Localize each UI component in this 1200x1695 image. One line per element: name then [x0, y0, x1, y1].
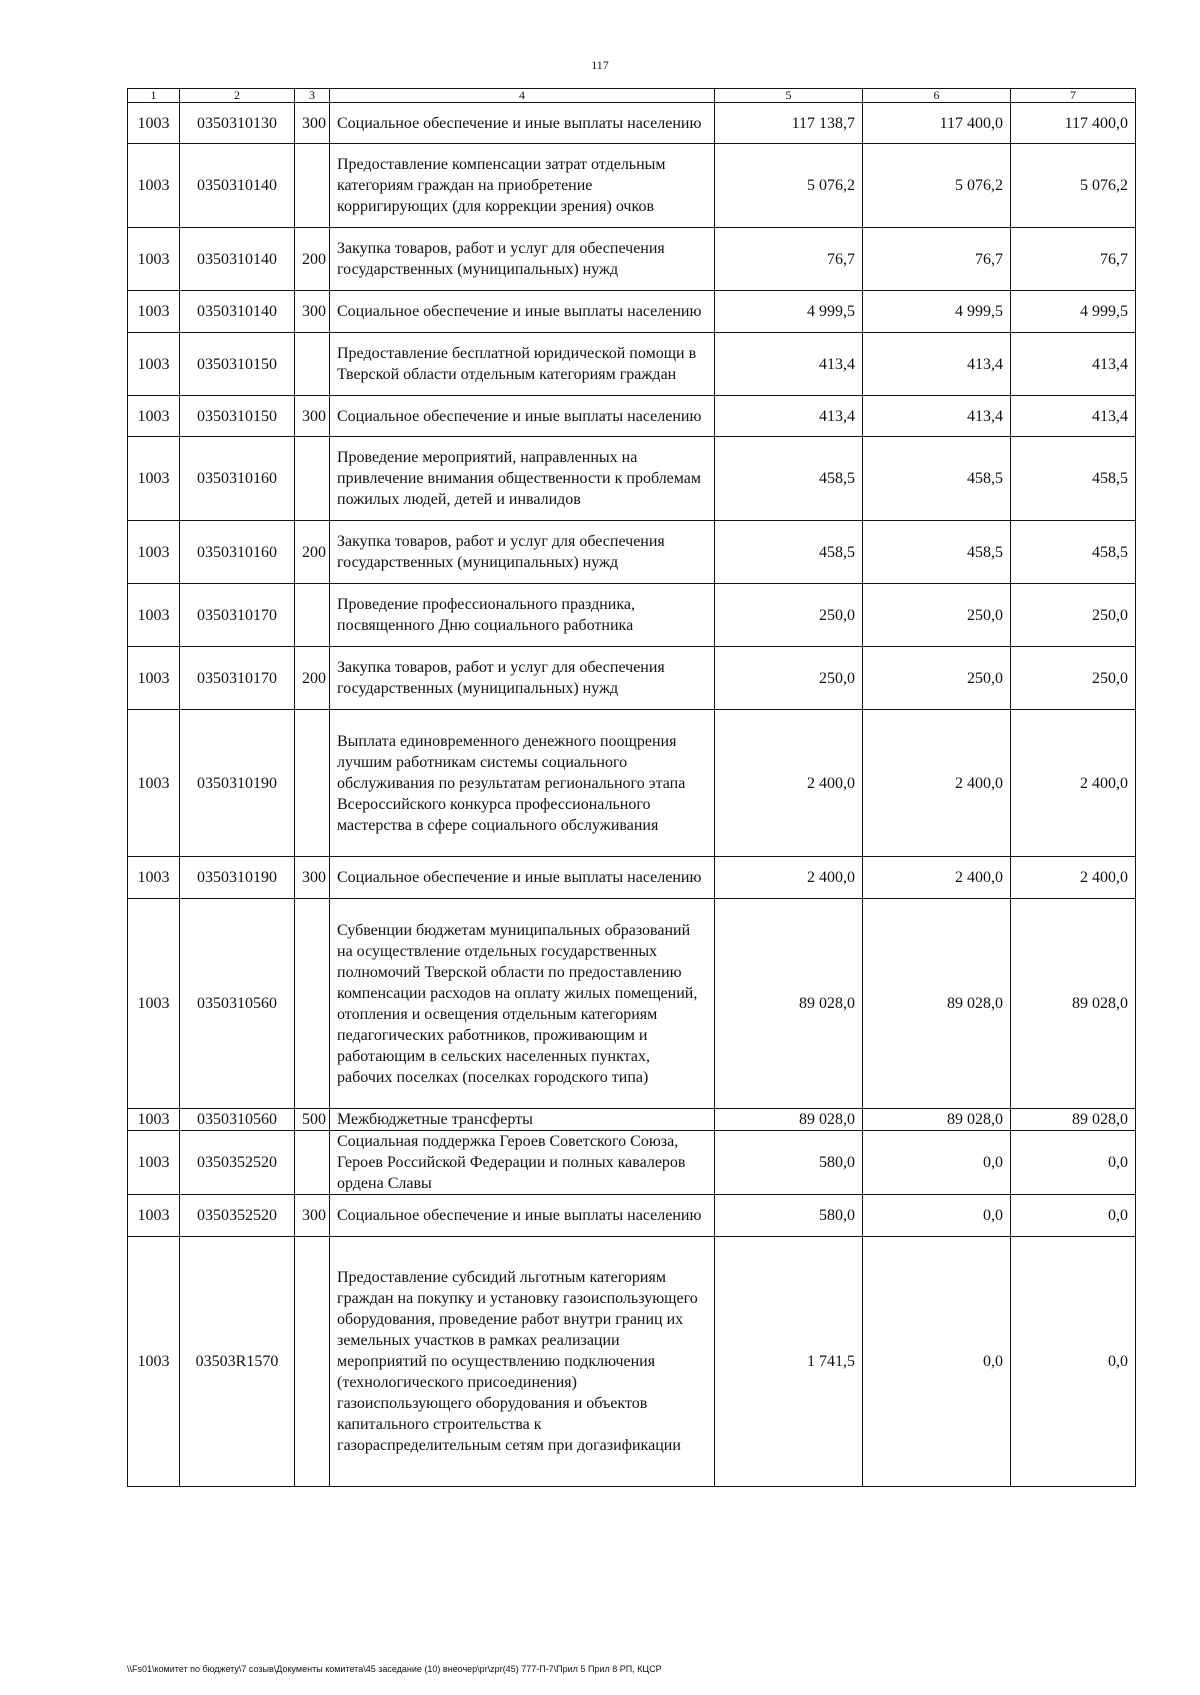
expense-type-cell: 300: [295, 291, 330, 333]
section-code-cell: 1003: [128, 584, 180, 647]
expense-type-cell: 500: [295, 1109, 330, 1131]
amount-col5-cell: 5 076,2: [715, 144, 863, 228]
table-row: [128, 1109, 1136, 1131]
section-code-cell: 1003: [128, 899, 180, 1109]
column-header: 5: [715, 89, 863, 103]
item-name-cell: Социальное обеспечение и иные выплаты населению: [330, 1195, 715, 1237]
amount-col5-cell: 2 400,0: [715, 710, 863, 857]
amount-col7-cell: 413,4: [1011, 396, 1136, 437]
target-article-cell: 0350310560: [180, 1109, 295, 1131]
amount-col6-cell: 413,4: [863, 333, 1011, 396]
table-row: [128, 333, 1136, 396]
table-body: [128, 103, 1136, 1487]
amount-col7-cell: 0,0: [1011, 1131, 1136, 1195]
item-name-cell: Проведение профессионального праздника, посвященного Дню социального работника: [330, 584, 715, 647]
section-code-cell: 1003: [128, 1109, 180, 1131]
amount-col5-cell: 250,0: [715, 647, 863, 710]
expense-type-cell: 300: [295, 1195, 330, 1237]
amount-col5-cell: 2 400,0: [715, 857, 863, 899]
table-row: [128, 584, 1136, 647]
amount-col7-cell: 2 400,0: [1011, 710, 1136, 857]
amount-col6-cell: 4 999,5: [863, 291, 1011, 333]
target-article-cell: 0350310140: [180, 144, 295, 228]
amount-col5-cell: 580,0: [715, 1195, 863, 1237]
item-name-cell: Предоставление субсидий льготным категориям граждан на покупку и установку газоиспользующего оборудования, проведение работ внутри границ их земельных участков в рамках реализации мероприятий по осуществлению подключения (технологического присоединения) газоиспользующего оборудования и объектов капитального строительства к газораспределительным сетям при догазификации: [330, 1237, 715, 1487]
amount-col5-cell: 580,0: [715, 1131, 863, 1195]
amount-col5-cell: 458,5: [715, 437, 863, 521]
expense-type-cell: [295, 899, 330, 1109]
item-name-cell: Социальное обеспечение и иные выплаты населению: [330, 103, 715, 144]
amount-col6-cell: 89 028,0: [863, 899, 1011, 1109]
amount-col5-cell: 413,4: [715, 396, 863, 437]
table-row: [128, 103, 1136, 144]
amount-col7-cell: 250,0: [1011, 584, 1136, 647]
table-row: [128, 521, 1136, 584]
column-header: 2: [180, 89, 295, 103]
expense-type-cell: 200: [295, 228, 330, 291]
expense-type-cell: [295, 437, 330, 521]
expense-type-cell: [295, 1237, 330, 1487]
amount-col6-cell: 5 076,2: [863, 144, 1011, 228]
amount-col7-cell: 0,0: [1011, 1195, 1136, 1237]
page-number: 117: [591, 58, 609, 72]
column-header: 3: [295, 89, 330, 103]
amount-col5-cell: 250,0: [715, 584, 863, 647]
column-header: 1: [128, 89, 180, 103]
amount-col6-cell: 0,0: [863, 1237, 1011, 1487]
column-header: 7: [1011, 89, 1136, 103]
amount-col6-cell: 250,0: [863, 647, 1011, 710]
expense-type-cell: [295, 333, 330, 396]
expense-type-cell: [295, 710, 330, 857]
amount-col6-cell: 117 400,0: [863, 103, 1011, 144]
table-row: [128, 1131, 1136, 1195]
section-code-cell: 1003: [128, 1131, 180, 1195]
column-header: 4: [330, 89, 715, 103]
amount-col5-cell: 76,7: [715, 228, 863, 291]
table-row: [128, 647, 1136, 710]
item-name-cell: Субвенции бюджетам муниципальных образований на осуществление отдельных государственных полномочий Тверской области по предоставлению компенсации расходов на оплату жилых помещений, отопления и освещения отдельным категориям педагогических работников, проживающим и работающим в сельских населенных пунктах, рабочих поселках (поселках городского типа): [330, 899, 715, 1109]
item-name-cell: Предоставление компенсации затрат отдельным категориям граждан на приобретение корригирующих (для коррекции зрения) очков: [330, 144, 715, 228]
section-code-cell: 1003: [128, 103, 180, 144]
section-code-cell: 1003: [128, 1237, 180, 1487]
amount-col7-cell: 89 028,0: [1011, 1109, 1136, 1131]
amount-col5-cell: 4 999,5: [715, 291, 863, 333]
amount-col7-cell: 117 400,0: [1011, 103, 1136, 144]
target-article-cell: 03503R1570: [180, 1237, 295, 1487]
expense-type-cell: [295, 1131, 330, 1195]
amount-col7-cell: 5 076,2: [1011, 144, 1136, 228]
amount-col7-cell: 413,4: [1011, 333, 1136, 396]
target-article-cell: 0350310150: [180, 333, 295, 396]
table-row: [128, 710, 1136, 857]
amount-col6-cell: 413,4: [863, 396, 1011, 437]
footer-file-path: \\Fs01\комитет по бюджету\7 созыв\Документы комитета\45 заседание (10) внеочер\pr\zpr(45) 777-П-7\Прил 5 Прил 8 РП, КЦСР: [127, 1664, 662, 1674]
target-article-cell: 0350310190: [180, 710, 295, 857]
item-name-cell: Предоставление бесплатной юридической помощи в Тверской области отдельным категориям граждан: [330, 333, 715, 396]
amount-col7-cell: 458,5: [1011, 521, 1136, 584]
item-name-cell: Социальная поддержка Героев Советского Союза, Героев Российской Федерации и полных кавалеров ордена Славы: [330, 1131, 715, 1195]
expense-type-cell: 300: [295, 857, 330, 899]
expense-type-cell: 300: [295, 396, 330, 437]
amount-col5-cell: 458,5: [715, 521, 863, 584]
section-code-cell: 1003: [128, 857, 180, 899]
table-row: [128, 396, 1136, 437]
amount-col5-cell: 413,4: [715, 333, 863, 396]
target-article-cell: 0350352520: [180, 1195, 295, 1237]
item-name-cell: Проведение мероприятий, направленных на привлечение внимания общественности к проблемам пожилых людей, детей и инвалидов: [330, 437, 715, 521]
item-name-cell: Межбюджетные трансферты: [330, 1109, 715, 1131]
amount-col6-cell: 0,0: [863, 1195, 1011, 1237]
section-code-cell: 1003: [128, 333, 180, 396]
table-row: [128, 857, 1136, 899]
amount-col6-cell: 2 400,0: [863, 857, 1011, 899]
amount-col5-cell: 117 138,7: [715, 103, 863, 144]
amount-col7-cell: 458,5: [1011, 437, 1136, 521]
section-code-cell: 1003: [128, 396, 180, 437]
section-code-cell: 1003: [128, 291, 180, 333]
item-name-cell: Социальное обеспечение и иные выплаты населению: [330, 396, 715, 437]
expense-type-cell: 200: [295, 521, 330, 584]
target-article-cell: 0350310160: [180, 521, 295, 584]
item-name-cell: Социальное обеспечение и иные выплаты населению: [330, 857, 715, 899]
table-row: [128, 1237, 1136, 1487]
column-header: 6: [863, 89, 1011, 103]
target-article-cell: 0350310190: [180, 857, 295, 899]
expense-type-cell: [295, 144, 330, 228]
table-row: [128, 291, 1136, 333]
column-number-row: [128, 89, 1136, 103]
amount-col7-cell: 250,0: [1011, 647, 1136, 710]
amount-col5-cell: 89 028,0: [715, 899, 863, 1109]
amount-col7-cell: 89 028,0: [1011, 899, 1136, 1109]
item-name-cell: Закупка товаров, работ и услуг для обеспечения государственных (муниципальных) нужд: [330, 521, 715, 584]
amount-col6-cell: 250,0: [863, 584, 1011, 647]
amount-col7-cell: 2 400,0: [1011, 857, 1136, 899]
amount-col6-cell: 458,5: [863, 437, 1011, 521]
section-code-cell: 1003: [128, 521, 180, 584]
amount-col7-cell: 0,0: [1011, 1237, 1136, 1487]
amount-col7-cell: 4 999,5: [1011, 291, 1136, 333]
section-code-cell: 1003: [128, 437, 180, 521]
amount-col5-cell: 89 028,0: [715, 1109, 863, 1131]
section-code-cell: 1003: [128, 144, 180, 228]
amount-col6-cell: 458,5: [863, 521, 1011, 584]
target-article-cell: 0350310130: [180, 103, 295, 144]
target-article-cell: 0350310140: [180, 291, 295, 333]
amount-col7-cell: 76,7: [1011, 228, 1136, 291]
target-article-cell: 0350310170: [180, 584, 295, 647]
target-article-cell: 0350310150: [180, 396, 295, 437]
expense-type-cell: [295, 584, 330, 647]
expense-type-cell: 300: [295, 103, 330, 144]
table-row: [128, 437, 1136, 521]
amount-col6-cell: 76,7: [863, 228, 1011, 291]
section-code-cell: 1003: [128, 1195, 180, 1237]
table-row: [128, 228, 1136, 291]
item-name-cell: Закупка товаров, работ и услуг для обеспечения государственных (муниципальных) нужд: [330, 228, 715, 291]
budget-table: [127, 88, 1136, 1487]
table-row: [128, 899, 1136, 1109]
target-article-cell: 0350310160: [180, 437, 295, 521]
section-code-cell: 1003: [128, 228, 180, 291]
item-name-cell: Выплата единовременного денежного поощрения лучшим работникам системы социального обслуживания по результатам регионального этапа Всероссийского конкурса профессионального мастерства в сфере социального обслуживания: [330, 710, 715, 857]
table-row: [128, 1195, 1136, 1237]
section-code-cell: 1003: [128, 647, 180, 710]
target-article-cell: 0350310140: [180, 228, 295, 291]
section-code-cell: 1003: [128, 710, 180, 857]
target-article-cell: 0350310170: [180, 647, 295, 710]
target-article-cell: 0350352520: [180, 1131, 295, 1195]
table-row: [128, 144, 1136, 228]
amount-col6-cell: 0,0: [863, 1131, 1011, 1195]
amount-col5-cell: 1 741,5: [715, 1237, 863, 1487]
item-name-cell: Закупка товаров, работ и услуг для обеспечения государственных (муниципальных) нужд: [330, 647, 715, 710]
item-name-cell: Социальное обеспечение и иные выплаты населению: [330, 291, 715, 333]
amount-col6-cell: 2 400,0: [863, 710, 1011, 857]
expense-type-cell: 200: [295, 647, 330, 710]
target-article-cell: 0350310560: [180, 899, 295, 1109]
amount-col6-cell: 89 028,0: [863, 1109, 1011, 1131]
